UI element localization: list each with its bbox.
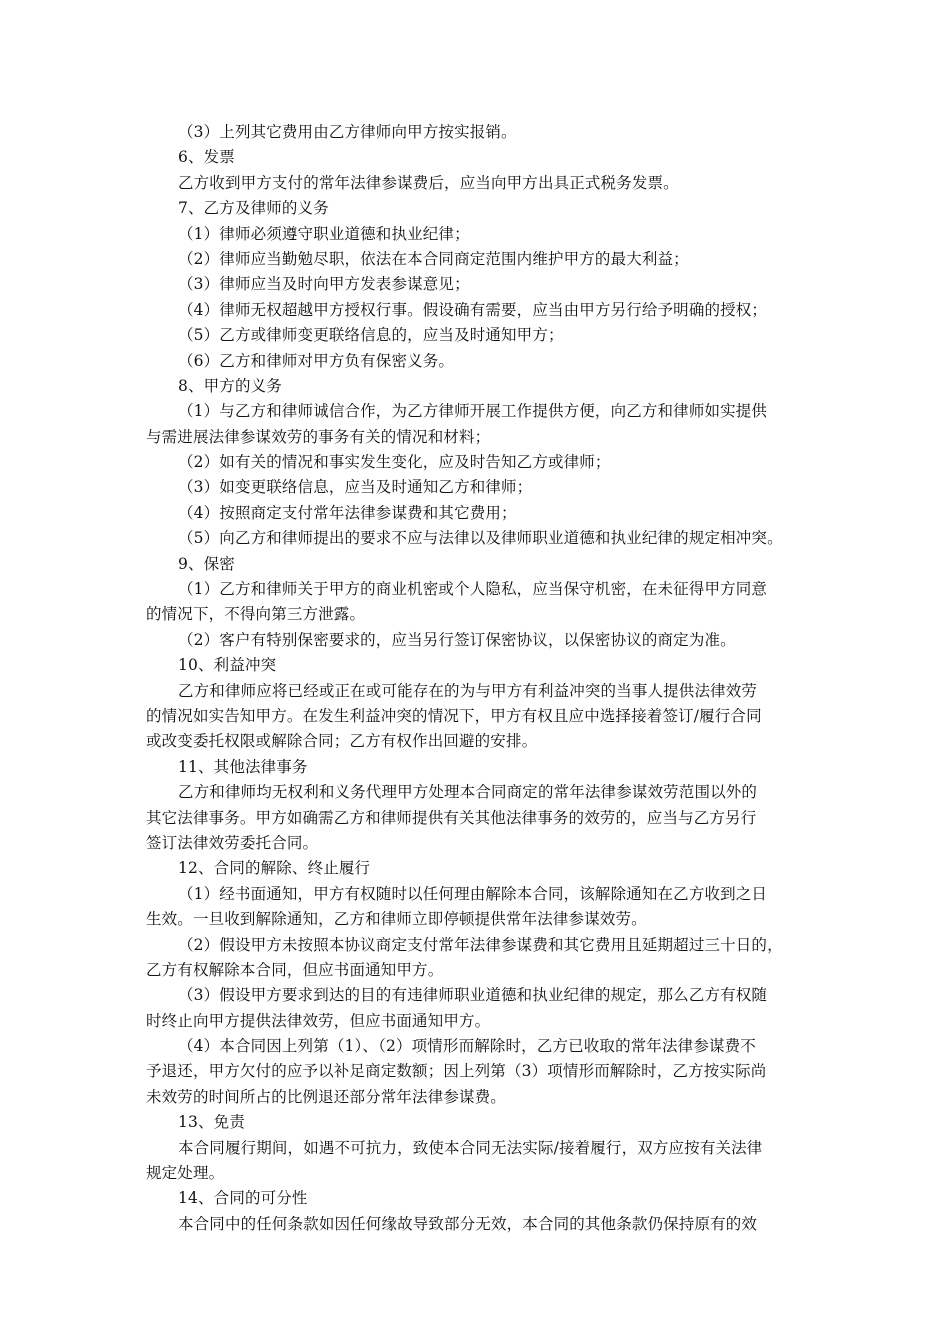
text-line: （1）乙方和律师关于甲方的商业机密或个人隐私，应当保守机密，在未征得甲方同意: [178, 580, 768, 599]
text-line: 与需进展法律参谋效劳的事务有关的情况和材料；: [146, 427, 491, 446]
text-line: 14、合同的可分性: [178, 1189, 308, 1208]
text-line: （1）与乙方和律师诚信合作，为乙方律师开展工作提供方便，向乙方和律师如实提供: [178, 402, 768, 421]
text-line: 未效劳的时间所占的比例退还部分常年法律参谋费。: [146, 1087, 506, 1106]
text-line: （5）乙方或律师变更联络信息的，应当及时通知甲方；: [178, 326, 564, 345]
text-line: （4）律师无权超越甲方授权行事。假设确有需要，应当由甲方另行给予明确的授权；: [178, 300, 768, 319]
text-line: 生效。一旦收到解除通知，乙方和律师立即停顿提供常年法律参谋效劳。: [146, 910, 647, 929]
text-line: （2）客户有特别保密要求的，应当另行签订保密协议，以保密协议的商定为准。: [178, 630, 736, 649]
text-line: 规定处理。: [146, 1164, 225, 1183]
text-line: （5）向乙方和律师提出的要求不应与法律以及律师职业道德和执业纪律的规定相冲突。: [178, 529, 783, 548]
text-line: 10、利益冲突: [178, 656, 277, 675]
text-line: 12、合同的解除、终止履行: [178, 859, 371, 878]
text-line: 签订法律效劳委托合同。: [146, 833, 319, 852]
text-line: （2）如有关的情况和事实发生变化，应及时告知乙方或律师；: [178, 453, 611, 472]
text-line: 或改变委托权限或解除合同；乙方有权作出回避的安排。: [146, 732, 538, 751]
text-line: （3）如变更联络信息，应当及时通知乙方和律师；: [178, 478, 533, 497]
text-line: 本合同履行期间，如遇不可抗力，致使本合同无法实际/接着履行，双方应按有关法律: [178, 1138, 763, 1157]
text-line: （4）按照商定支付常年法律参谋费和其它费用；: [178, 503, 517, 522]
text-line: （3）假设甲方要求到达的目的有违律师职业道德和执业纪律的规定，那么乙方有权随: [178, 986, 768, 1005]
text-line: 11、其他法律事务: [178, 757, 308, 776]
text-line: 予退还，甲方欠付的应予以补足商定数额；因上列第（3）项情形而解除时，乙方按实际尚: [146, 1062, 767, 1081]
text-line: 8、甲方的义务: [178, 376, 282, 395]
text-line: 的情况下，不得向第三方泄露。: [146, 605, 366, 624]
text-line: （2）律师应当勤勉尽职，依法在本合同商定范围内维护甲方的最大利益；: [178, 249, 689, 268]
text-line: 9、保密: [178, 554, 235, 573]
text-line: （1）律师必须遵守职业道德和执业纪律；: [178, 224, 470, 243]
text-line: 13、免责: [178, 1113, 245, 1132]
text-line: （6）乙方和律师对甲方负有保密义务。: [178, 351, 455, 370]
text-line: （4）本合同因上列第（1）、（2）项情形而解除时，乙方已收取的常年法律参谋费不: [178, 1037, 756, 1056]
text-line: （2）假设甲方未按照本协议商定支付常年法律参谋费和其它费用且延期超过三十日的，: [178, 935, 783, 954]
text-line: （3）上列其它费用由乙方律师向甲方按实报销。: [178, 123, 517, 141]
text-line: 6、发票: [178, 148, 235, 167]
text-line: 乙方和律师均无权利和义务代理甲方处理本合同商定的常年法律参谋效劳范围以外的: [178, 783, 758, 802]
text-line: 的情况如实告知甲方。在发生利益冲突的情况下，甲方有权且应中选择接着签订/履行合同: [146, 706, 762, 725]
text-line: 时终止向甲方提供法律效劳，但应书面通知甲方。: [146, 1011, 491, 1030]
text-line: 其它法律事务。甲方如确需乙方和律师提供有关其他法律事务的效劳的，应当与乙方另行: [146, 808, 757, 827]
text-line: （3）律师应当及时向甲方发表参谋意见；: [178, 275, 470, 294]
text-line: 乙方和律师应将已经或正在或可能存在的为与甲方有利益冲突的当事人提供法律效劳: [178, 681, 758, 700]
text-line: （1）经书面通知，甲方有权随时以任何理由解除本合同，该解除通知在乙方收到之日: [178, 884, 768, 903]
text-line: 乙方有权解除本合同，但应书面通知甲方。: [146, 960, 444, 979]
text-line: 乙方收到甲方支付的常年法律参谋费后，应当向甲方出具正式税务发票。: [178, 173, 679, 192]
text-line: 本合同中的任何条款如因任何缘故导致部分无效，本合同的其他条款仍保持原有的效: [178, 1214, 758, 1233]
text-line: 7、乙方及律师的义务: [178, 199, 329, 218]
